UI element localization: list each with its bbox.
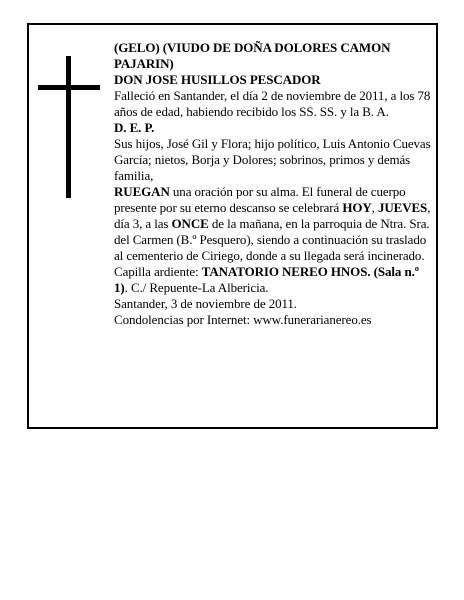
cross-vertical-bar bbox=[66, 56, 71, 198]
ruegan-rest: una oración por su alma. El funeral de cuerpo presente por su eterno descanso se celebrará bbox=[114, 184, 406, 215]
notice-text bbox=[114, 40, 434, 328]
cross-horizontal-bar bbox=[38, 85, 100, 90]
obituary-notice bbox=[27, 23, 438, 429]
death-details: Falleció en Santander, el día 2 de noviembre de 2011, a los 78 años de edad, habiendo recibido los SS. SS. y la B. A. bbox=[114, 88, 431, 119]
hoy-word: HOY bbox=[342, 200, 372, 215]
date-line: Santander, 3 de noviembre de 2011. bbox=[114, 296, 297, 311]
notice-header: (GELO) (VIUDO DE DOÑA DOLORES CAMON PAJARIN) bbox=[114, 40, 391, 71]
comma-separator: , bbox=[371, 200, 378, 215]
address: . C./ Repuente-La Albericia. bbox=[124, 280, 269, 295]
jueves-word: JUEVES bbox=[377, 200, 428, 215]
ruegan-word: RUEGAN bbox=[114, 184, 170, 199]
once-word: ONCE bbox=[171, 216, 209, 231]
sala-number: (Sala n.º 1) bbox=[114, 264, 419, 295]
capilla-line bbox=[114, 264, 434, 296]
tanatorio-name: TANATORIO NEREO HNOS. bbox=[201, 264, 371, 279]
funeral-details bbox=[114, 184, 434, 264]
capilla-label: Capilla ardiente: bbox=[114, 264, 202, 279]
dia-text: , día 3, a las bbox=[114, 200, 431, 231]
deceased-name: DON JOSE HUSILLOS PESCADOR bbox=[114, 72, 321, 87]
family-list: Sus hijos, José Gil y Flora; hijo político, Luis Antonio Cuevas García; nietos, Borja y Dolores; sobrinos, primos y demás familia, bbox=[114, 136, 431, 183]
funeral-rest: de la mañana, en la parroquia de Ntra. Sra. del Carmen (B.º Pesquero), siendo a continuación su traslado al cementerio de Ciriego, donde a su llegada será incinerado. bbox=[114, 216, 430, 263]
condolences-line: Condolencias por Internet: www.funerarianereo.es bbox=[114, 312, 372, 327]
dep-line: D. E. P. bbox=[114, 120, 155, 135]
